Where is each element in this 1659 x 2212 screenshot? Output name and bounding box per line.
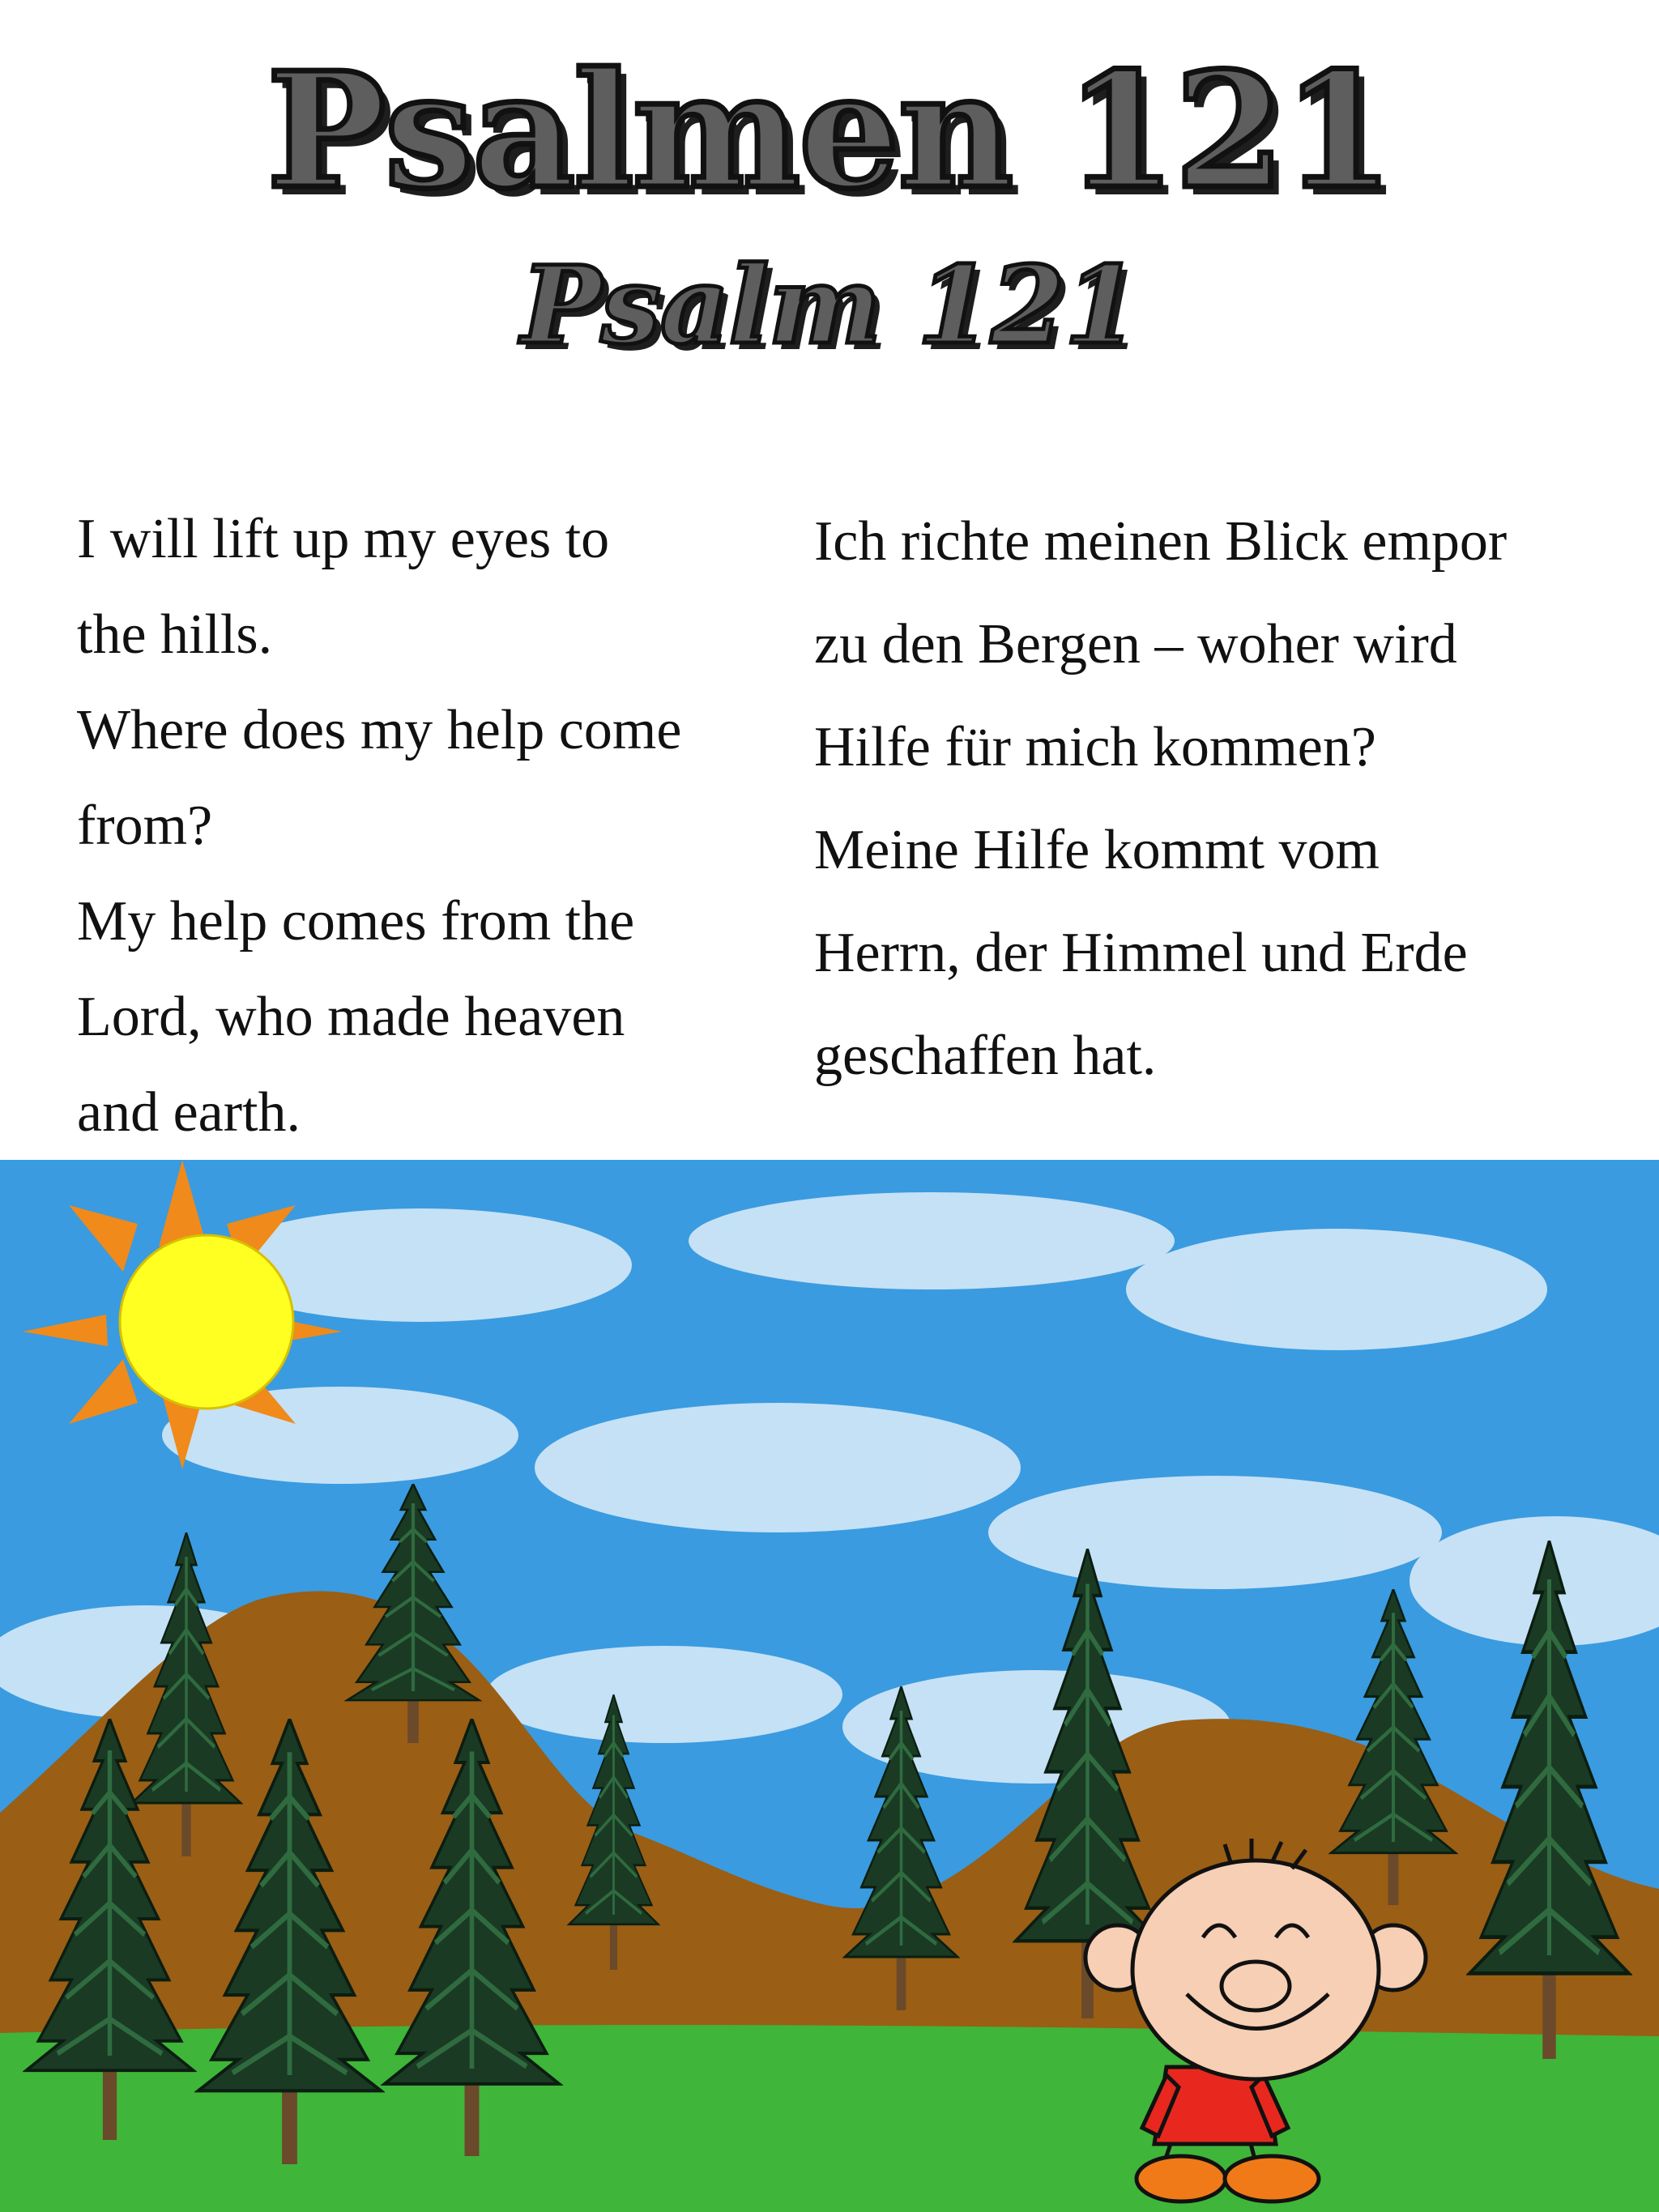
english-line: Lord, who made heaven [77, 986, 625, 1048]
page-title: Psalmen 121 [267, 38, 1392, 224]
german-verse [814, 490, 1592, 1107]
english-line: the hills. [77, 603, 273, 666]
german-line: Meine Hilfe kommt vom [814, 819, 1380, 881]
german-line: geschaffen hat. [814, 1025, 1157, 1087]
german-line: Hilfe für mich kommen? [814, 716, 1376, 778]
english-line: and earth. [77, 1081, 301, 1144]
english-line: My help comes from the [77, 890, 635, 953]
german-line: Ich richte meinen Blick empor [814, 510, 1508, 573]
page-subtitle: Psalm 121 [521, 243, 1138, 369]
english-line: from? [77, 795, 213, 857]
english-line: I will lift up my eyes to [77, 508, 610, 570]
english-line: Where does my help come [77, 699, 682, 761]
german-line: zu den Bergen – woher wird [814, 613, 1457, 676]
german-line: Herrn, der Himmel und Erde [814, 922, 1468, 984]
hillside-illustration [0, 1160, 1659, 2212]
english-verse [77, 492, 774, 1161]
